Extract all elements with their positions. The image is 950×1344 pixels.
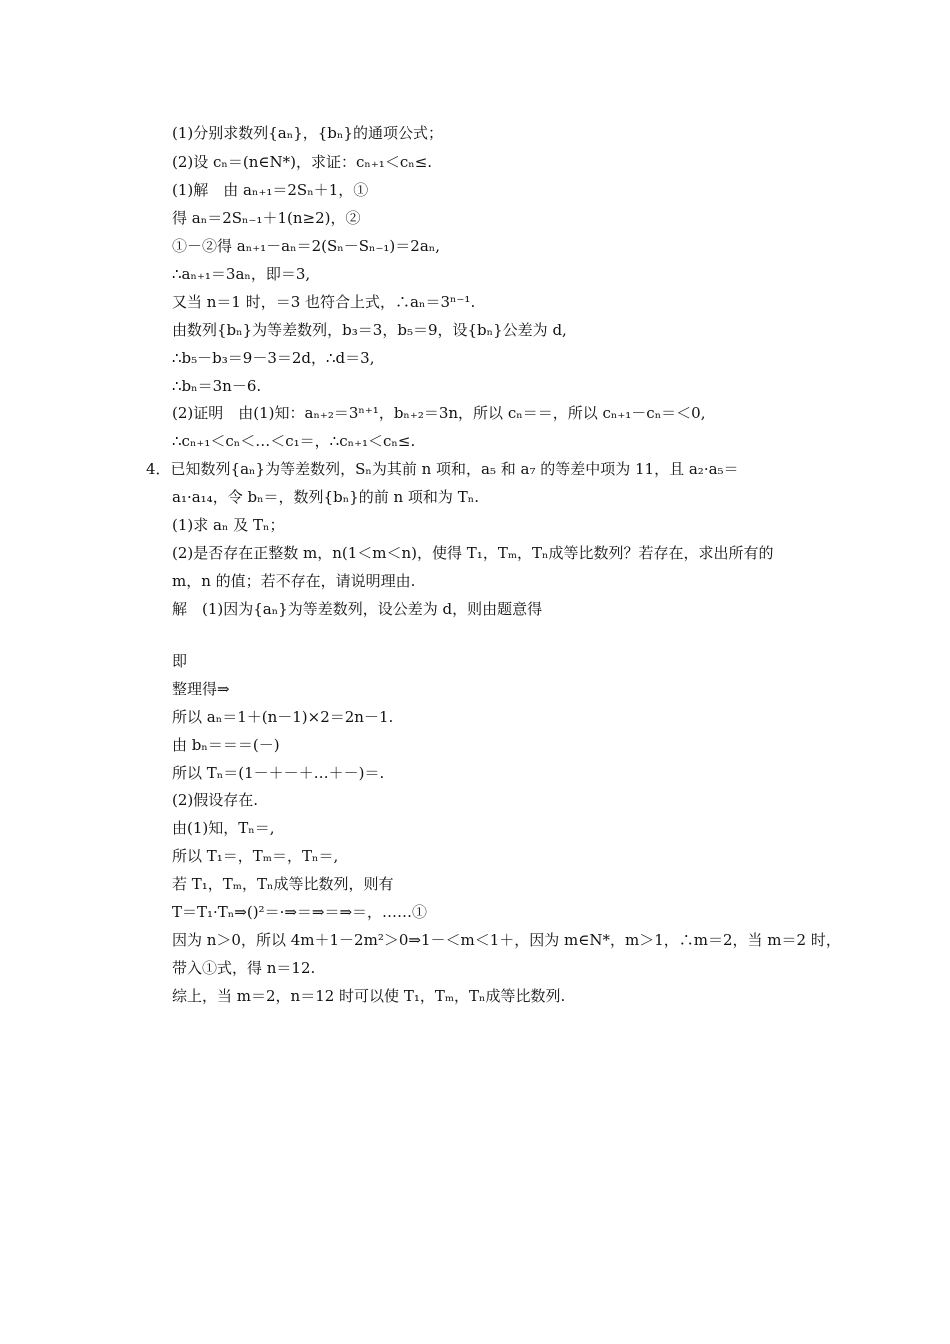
text-line: ∴bₙ＝3n－6. xyxy=(172,377,262,395)
text-line: (2)假设存在. xyxy=(172,791,259,809)
text-line: 所以 T₁＝，Tₘ＝，Tₙ＝, xyxy=(172,847,339,865)
text-line: (2)证明 由(1)知：aₙ₊₂＝3ⁿ⁺¹，bₙ₊₂＝3n，所以 cₙ＝＝，所以 cₙ₊₁－cₙ＝＜0, xyxy=(172,404,706,422)
text-line: (1)求 aₙ 及 Tₙ； xyxy=(172,516,285,534)
text-line: (1)解 由 aₙ₊₁＝2Sₙ＋1，① xyxy=(172,181,369,199)
text-line: 因为 n＞0，所以 4m＋1－2m²＞0⇒1－＜m＜1＋，因为 m∈N*，m＞1，∴m＝2，当 m＝2 时， xyxy=(172,931,841,949)
text-line: ∴cₙ₊₁＜cₙ＜…＜c₁＝，∴cₙ₊₁＜cₙ≤. xyxy=(172,432,416,450)
text-line: T＝T₁·Tₙ⇒()²＝·⇒＝⇒＝⇒＝，……① xyxy=(172,903,428,921)
text-line: a₁·a₁₄，令 bₙ＝，数列{bₙ}的前 n 项和为 Tₙ. xyxy=(172,488,479,506)
text-line: 由数列{bₙ}为等差数列，b₃＝3，b₅＝9，设{bₙ}公差为 d, xyxy=(172,321,567,339)
text-line: 综上，当 m＝2，n＝12 时可以使 T₁，Tₘ，Tₙ成等比数列. xyxy=(172,987,566,1005)
text-line: 整理得⇒ xyxy=(172,680,230,698)
text-line: 解 (1)因为{aₙ}为等差数列，设公差为 d，则由题意得 xyxy=(172,600,543,618)
text-line: 带入①式，得 n＝12. xyxy=(172,959,316,977)
text-line: ∴b₅－b₃＝9－3＝2d，∴d＝3, xyxy=(172,349,375,367)
text-line: (1)分别求数列{aₙ}，{bₙ}的通项公式； xyxy=(172,124,443,142)
text-line: 由 bₙ＝＝＝(－) xyxy=(172,736,280,754)
text-line: 若 T₁，Tₘ，Tₙ成等比数列，则有 xyxy=(172,875,394,893)
text-line: 所以 aₙ＝1＋(n－1)×2＝2n－1. xyxy=(172,708,394,726)
text-line: 由(1)知，Tₙ＝, xyxy=(172,819,275,837)
text-line: (2)设 cₙ＝(n∈N*)，求证：cₙ₊₁＜cₙ≤. xyxy=(172,153,433,171)
text-line: 所以 Tₙ＝(1－＋－＋…＋－)＝. xyxy=(172,764,385,782)
text-line: ∴aₙ₊₁＝3aₙ，即＝3, xyxy=(172,265,311,283)
text-line: 得 aₙ＝2Sₙ₋₁＋1(n≥2)，② xyxy=(172,209,361,227)
text-line: m，n 的值；若不存在，请说明理由. xyxy=(172,572,416,590)
text-line: ①－②得 aₙ₊₁－aₙ＝2(Sₙ－Sₙ₋₁)＝2aₙ, xyxy=(172,237,441,255)
question-4-line: 4．已知数列{aₙ}为等差数列，Sₙ为其前 n 项和，a₅ 和 a₇ 的等差中项为 11，且 a₂·a₅＝ xyxy=(146,460,739,478)
text-line: 又当 n＝1 时，＝3 也符合上式，∴aₙ＝3ⁿ⁻¹. xyxy=(172,293,476,311)
text-line: 即 xyxy=(172,652,188,670)
text-line: (2)是否存在正整数 m，n(1＜m＜n)，使得 T₁，Tₘ，Tₙ成等比数列？若存在，求出所有的 xyxy=(172,544,774,562)
